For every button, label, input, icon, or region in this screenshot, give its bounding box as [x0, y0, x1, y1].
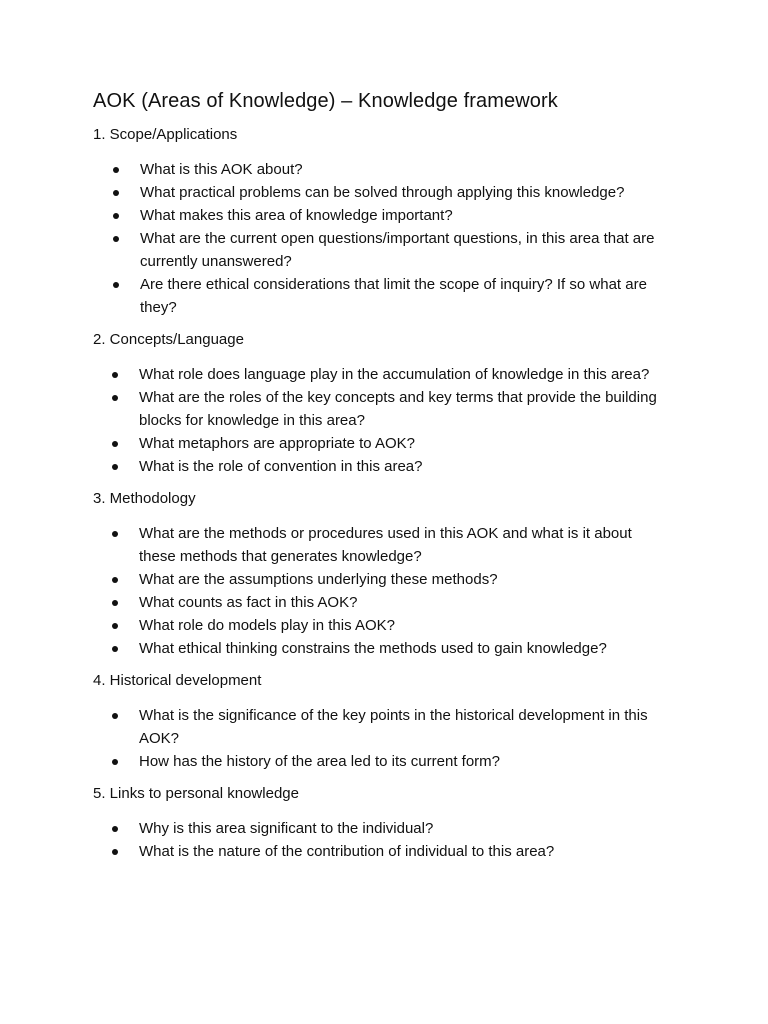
- list-item-text: What is the significance of the key points in the historical development in this AOK?: [139, 707, 648, 747]
- list-item: [140, 273, 670, 319]
- bullet-icon: [112, 713, 118, 719]
- bullet-icon: [113, 236, 119, 242]
- list-item-text: What is the role of convention in this area?: [139, 458, 423, 475]
- bullet-icon: [112, 531, 118, 537]
- list-item: [139, 591, 669, 614]
- bullet-icon: [112, 577, 118, 583]
- section-heading: 5. Links to personal knowledge: [93, 785, 299, 802]
- list-item-text: How has the history of the area led to its current form?: [139, 753, 501, 770]
- bullet-icon: [112, 464, 118, 470]
- list-item-text: What are the methods or procedures used in this AOK and what is it about these methods that generates knowledge?: [139, 525, 632, 565]
- bullet-list: [93, 363, 708, 478]
- list-item-text: What makes this area of knowledge important?: [140, 207, 453, 224]
- bullet-icon: [112, 623, 118, 629]
- list-item: [140, 158, 670, 181]
- list-item-text: What are the current open questions/important questions, in this area that are currently unanswered?: [140, 230, 655, 270]
- bullet-icon: [112, 646, 118, 652]
- section-concepts-language: [93, 330, 708, 478]
- section-heading: 4. Historical development: [93, 672, 262, 689]
- section-scope-applications: [93, 125, 708, 319]
- bullet-list: [93, 158, 708, 319]
- bullet-list: [93, 817, 708, 863]
- list-item: [139, 637, 669, 660]
- list-item-text: What are the roles of the key concepts and key terms that provide the building blocks for knowledge in this area?: [139, 389, 657, 429]
- list-item: [140, 204, 670, 227]
- list-item-text: What counts as fact in this AOK?: [139, 594, 358, 611]
- section-historical-development: [93, 671, 708, 773]
- list-item: [139, 750, 669, 773]
- list-item-text: What practical problems can be solved through applying this knowledge?: [140, 184, 625, 201]
- list-item: [139, 455, 669, 478]
- bullet-icon: [112, 759, 118, 765]
- list-item: [139, 363, 669, 386]
- section-methodology: [93, 489, 708, 660]
- list-item: [139, 840, 669, 863]
- list-item-text: What are the assumptions underlying these methods?: [139, 571, 498, 588]
- bullet-icon: [112, 441, 118, 447]
- list-item-text: What role does language play in the accumulation of knowledge in this area?: [139, 366, 650, 383]
- list-item-text: What role do models play in this AOK?: [139, 617, 395, 634]
- list-item: [140, 181, 670, 204]
- bullet-icon: [113, 282, 119, 288]
- list-item: [139, 614, 669, 637]
- bullet-icon: [113, 190, 119, 196]
- list-item-text: Why is this area significant to the individual?: [139, 820, 434, 837]
- bullet-icon: [112, 395, 118, 401]
- list-item-text: What metaphors are appropriate to AOK?: [139, 435, 415, 452]
- section-heading: 1. Scope/Applications: [93, 126, 238, 143]
- bullet-icon: [112, 826, 118, 832]
- list-item-text: What is this AOK about?: [140, 161, 303, 178]
- bullet-icon: [113, 167, 119, 173]
- section-links-personal-knowledge: [93, 784, 708, 863]
- list-item: [139, 432, 669, 455]
- list-item: [139, 522, 669, 568]
- list-item: [139, 817, 669, 840]
- list-item: [139, 704, 669, 750]
- bullet-icon: [113, 213, 119, 219]
- bullet-icon: [112, 372, 118, 378]
- bullet-list: [93, 522, 708, 660]
- list-item-text: What is the nature of the contribution of individual to this area?: [139, 843, 555, 860]
- list-item-text: Are there ethical considerations that limit the scope of inquiry? If so what are they?: [140, 276, 647, 316]
- section-heading: 2. Concepts/Language: [93, 331, 244, 348]
- bullet-icon: [112, 600, 118, 606]
- bullet-icon: [112, 849, 118, 855]
- list-item: [140, 227, 670, 273]
- bullet-list: [93, 704, 708, 773]
- list-item: [139, 568, 669, 591]
- section-heading: 3. Methodology: [93, 490, 196, 507]
- list-item: [139, 386, 669, 432]
- list-item-text: What ethical thinking constrains the methods used to gain knowledge?: [139, 640, 607, 657]
- document-title: AOK (Areas of Knowledge) – Knowledge framework: [93, 90, 558, 112]
